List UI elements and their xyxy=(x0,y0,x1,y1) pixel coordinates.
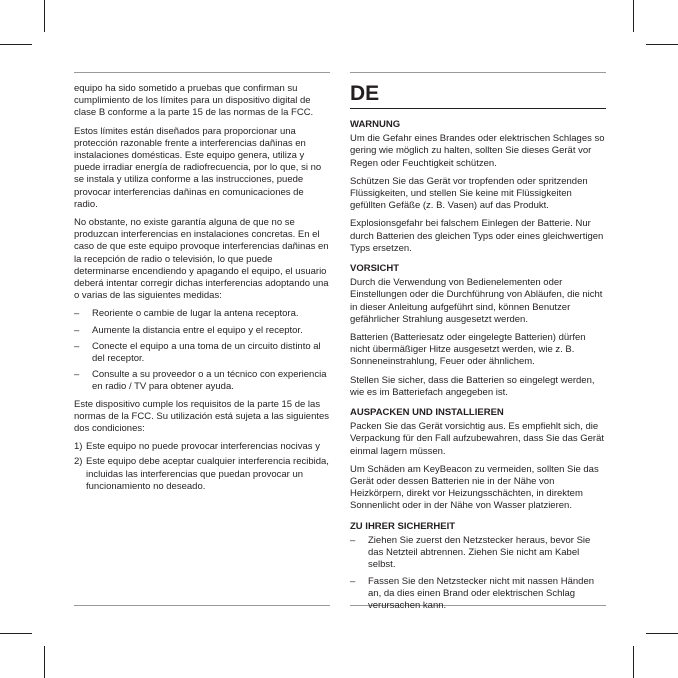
top-rule-right xyxy=(350,72,606,73)
crop-mark xyxy=(633,646,634,678)
crop-mark xyxy=(0,633,32,634)
section-heading-vorsicht: VORSICHT xyxy=(350,263,400,275)
conditions-list xyxy=(74,441,330,493)
crop-mark xyxy=(646,44,678,45)
list-number: 2) xyxy=(74,456,83,468)
crop-mark xyxy=(646,633,678,634)
crop-mark xyxy=(44,0,45,32)
paragraph: Explosionsgefahr bei falschem Einlegen der Batterie. Nur durch Batterien des gleichen Typs oder eines gleichwertigen Typs ersetzen. xyxy=(350,218,604,254)
list-number: 1) xyxy=(74,441,83,453)
top-rule-left xyxy=(74,72,330,73)
list-item: – Ziehen Sie zuerst den Netzstecker heraus, bevor Sie das Netzteil abtrennen. Ziehen Sie nicht am Kabel selbst. xyxy=(350,535,606,572)
paragraph: No obstante, no existe garantía alguna de que no se produzcan interferencias en instalaciones concretas. En el caso de que este equipo provoque interferencias dañinas en la recepción de radio o televisión, lo que puede determinarse encendiendo y apagando el equipo, el usuario deberá intentar corregir dichas interferencias adoptando una o varias de las siguientes medidas: xyxy=(74,217,329,302)
section-heading-sicherheit: ZU IHRER SICHERHEIT xyxy=(350,520,456,532)
german-column xyxy=(350,83,606,617)
list-item: – Consulte a su proveedor o a un técnico con experiencia en radio / TV para obtener ayuda. xyxy=(74,369,330,393)
crop-mark xyxy=(44,646,45,678)
safety-list xyxy=(350,535,606,612)
list-text: Este equipo debe aceptar cualquier interferencia recibida, incluidas las interferencias que puedan provocar un funcionamiento no deseado. xyxy=(86,456,329,492)
spanish-column xyxy=(74,83,330,496)
list-item xyxy=(74,441,330,453)
crop-mark xyxy=(633,0,634,32)
paragraph: Durch die Verwendung von Bedienelementen oder Einstellungen oder die Durchführung von Abläufen, die nicht in dieser Anleitung aufgeführt sind, können Benutzer gefährlicher Strahlung ausgesetzt werden. xyxy=(350,277,603,325)
section-heading-warnung: WARNUNG xyxy=(350,119,401,130)
list-item: – Reoriente o cambie de lugar la antena receptora. xyxy=(74,308,330,320)
paragraph: Batterien (Batteriesatz oder eingelegte Batterien) dürfen nicht übermäßiger Hitze ausgesetzt werden, wie z. B. Sonneneinstrahlung, Feuer oder ähnlichem. xyxy=(350,332,586,368)
list-text: Este equipo no puede provocar interferencias nocivas y xyxy=(86,441,320,453)
measures-list xyxy=(74,308,330,393)
paragraph: Schützen Sie das Gerät vor tropfenden oder spritzenden Flüssigkeiten, und stellen Sie keine mit Flüssigkeiten gefüllten Gefäße (z. B. Vasen) auf das Produkt. xyxy=(350,175,588,212)
list-item: – Aumente la distancia entre el equipo y el receptor. xyxy=(74,325,330,337)
crop-mark xyxy=(0,44,32,45)
list-item: – Fassen Sie den Netzstecker nicht mit nassen Händen an, da dies einen Brand oder elektrischen Schlag verursachen kann. xyxy=(350,576,606,613)
paragraph: Estos límites están diseñados para proporcionar una protección razonable frente a interferencias dañinas en instalaciones domésticas. Este equipo genera, utiliza y puede irradiar energía de radiofrecuencia, por lo que, si no se instala y utiliza conforme a las instrucciones, puede provocar interferencias dañinas en comunicaciones de radio. xyxy=(74,125,322,210)
paragraph: Packen Sie das Gerät vorsichtig aus. Es empfiehlt sich, die Verpackung für den Fall aufzubewahren, dass Sie das Gerät einmal lagern müssen. xyxy=(350,421,605,457)
paragraph: Um Schäden am KeyBeacon zu vermeiden, sollten Sie das Gerät oder dessen Batterien nie in der Nähe von Heizkörpern, direkt vor Heizungsschächten, in direktem Sonnenlicht oder in der Nähe von Wasser platzieren. xyxy=(350,463,599,512)
bottom-rule-left xyxy=(74,605,330,606)
list-item: – Conecte el equipo a una toma de un circuito distinto al del receptor. xyxy=(74,341,330,365)
paragraph: equipo ha sido sometido a pruebas que confirman su cumplimiento de los límites para un dispositivo digital de clase B conforme a la parte 15 de las normas de la FCC. xyxy=(74,83,314,119)
section-heading-auspacken: AUSPACKEN UND INSTALLIEREN xyxy=(350,407,504,419)
fcc-paragraph: Este dispositivo cumple los requisitos de la parte 15 de las normas de la FCC. Su utilización está sujeta a las siguientes dos condiciones: xyxy=(74,398,330,435)
paragraph: Um die Gefahr eines Brandes oder elektrischen Schlages so gering wie möglich zu halten, sollten Sie dieses Gerät vor Regen oder Feuchtigkeit schützen. xyxy=(350,133,605,169)
language-heading: DE xyxy=(350,83,606,109)
list-item xyxy=(74,456,330,493)
paragraph: Stellen Sie sicher, dass die Batterien so eingelegt werden, wie es im Batteriefach angegeben ist. xyxy=(350,374,595,398)
